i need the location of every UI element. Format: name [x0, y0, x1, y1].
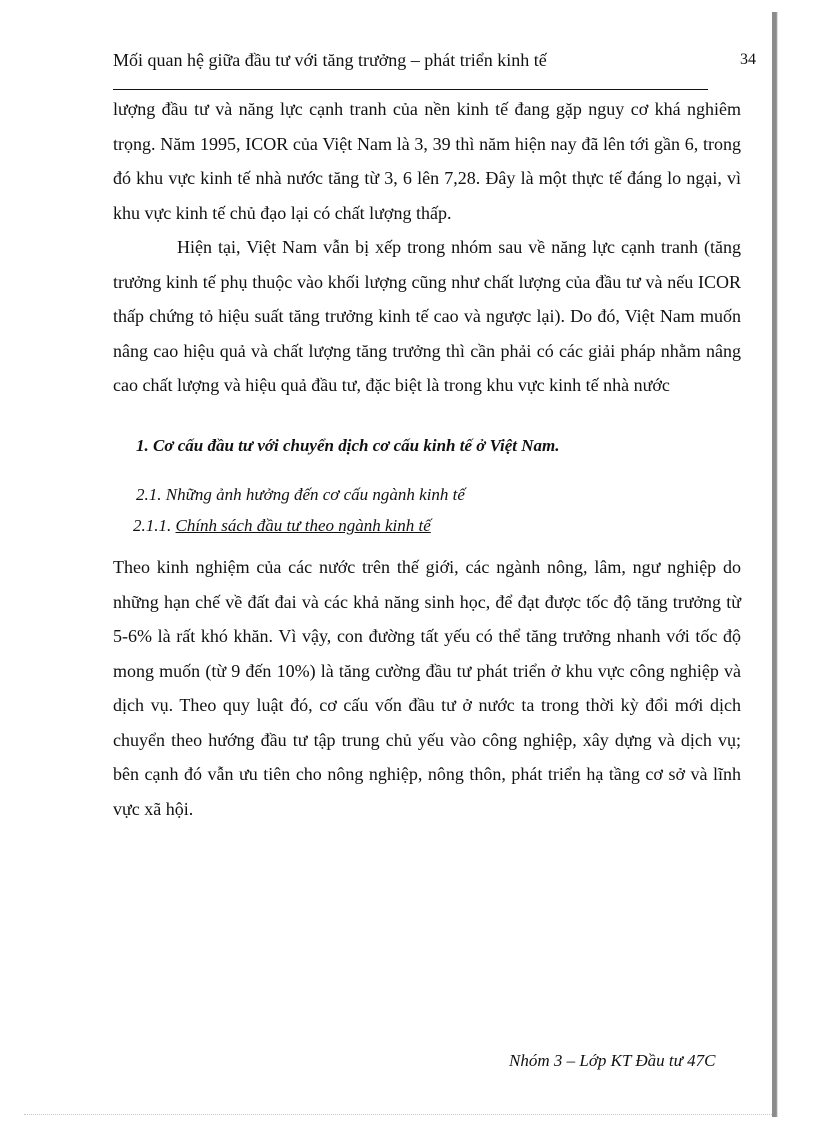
section-heading-2-1-1 — [133, 516, 431, 536]
page-footer: Nhóm 3 – Lớp KT Đầu tư 47C — [509, 1051, 716, 1070]
page-bottom-edge — [24, 1114, 772, 1115]
heading-text: Chính sách đầu tư theo ngành kinh tế — [175, 516, 431, 535]
paragraph-1: lượng đầu tư và năng lực cạnh tranh của nền kinh tế đang gặp nguy cơ khá nghiêm trọng. Năm 1995, ICOR của Việt Nam là 3, 39 thì năm hiện nay đã lên tới gần 6, trong đó khu vực kinh tế nhà nước tăng từ 3, 6 lên 7,28. Đây là một thực tế đáng lo ngại, vì khu vực kinh tế chủ đạo lại có chất lượng thấp. — [113, 99, 741, 223]
page-shadow — [772, 12, 816, 1117]
page-number: 34 — [740, 51, 756, 68]
heading-number: 2.1.1. — [133, 516, 176, 535]
header-title: Mối quan hệ giữa đầu tư với tăng trưởng – phát triển kinh tế — [113, 50, 547, 70]
paragraph-2: Hiện tại, Việt Nam vẫn bị xếp trong nhóm sau về năng lực cạnh tranh (tăng trưởng kinh tế phụ thuộc vào khối lượng cũng như chất lượng của đầu tư và nếu ICOR thấp chứng tỏ hiệu suất tăng trưởng kinh tế cao và ngược lại). Do đó, Việt Nam muốn nâng cao hiệu quả và chất lượng tăng trưởng thì cần phải có các giải pháp nhằm nâng cao chất lượng và hiệu quả đầu tư, đặc biệt là trong khu vực kinh tế nhà nước — [113, 237, 741, 395]
header-rule — [113, 89, 708, 90]
paragraph-3: Theo kinh nghiệm của các nước trên thế giới, các ngành nông, lâm, ngư nghiệp do những hạn chế về đất đai và các khả năng sinh học, để đạt được tốc độ tăng trưởng từ 5-6% là rất khó khăn. Vì vậy, con đường tất yếu có thể tăng trưởng nhanh với tốc độ mong muốn (từ 9 đến 10%) là tăng cường đầu tư phát triển ở khu vực công nghiệp và dịch vụ. Theo quy luật đó, cơ cấu vốn đầu tư ở nước ta trong thời kỳ đổi mới dịch chuyển theo hướng đầu tư tập trung chủ yếu vào công nghiệp, xây dựng và dịch vụ; bên cạnh đó vẫn ưu tiên cho nông nghiệp, nông thôn, phát triển hạ tầng cơ sở và lĩnh vực xã hội. — [113, 557, 741, 819]
page-header — [113, 50, 756, 78]
section-heading-2-1: 2.1. Những ảnh hưởng đến cơ cấu ngành kinh tế — [136, 485, 465, 504]
section-heading-1: 1. Cơ cấu đầu tư với chuyển dịch cơ cấu kinh tế ở Việt Nam. — [136, 436, 560, 455]
